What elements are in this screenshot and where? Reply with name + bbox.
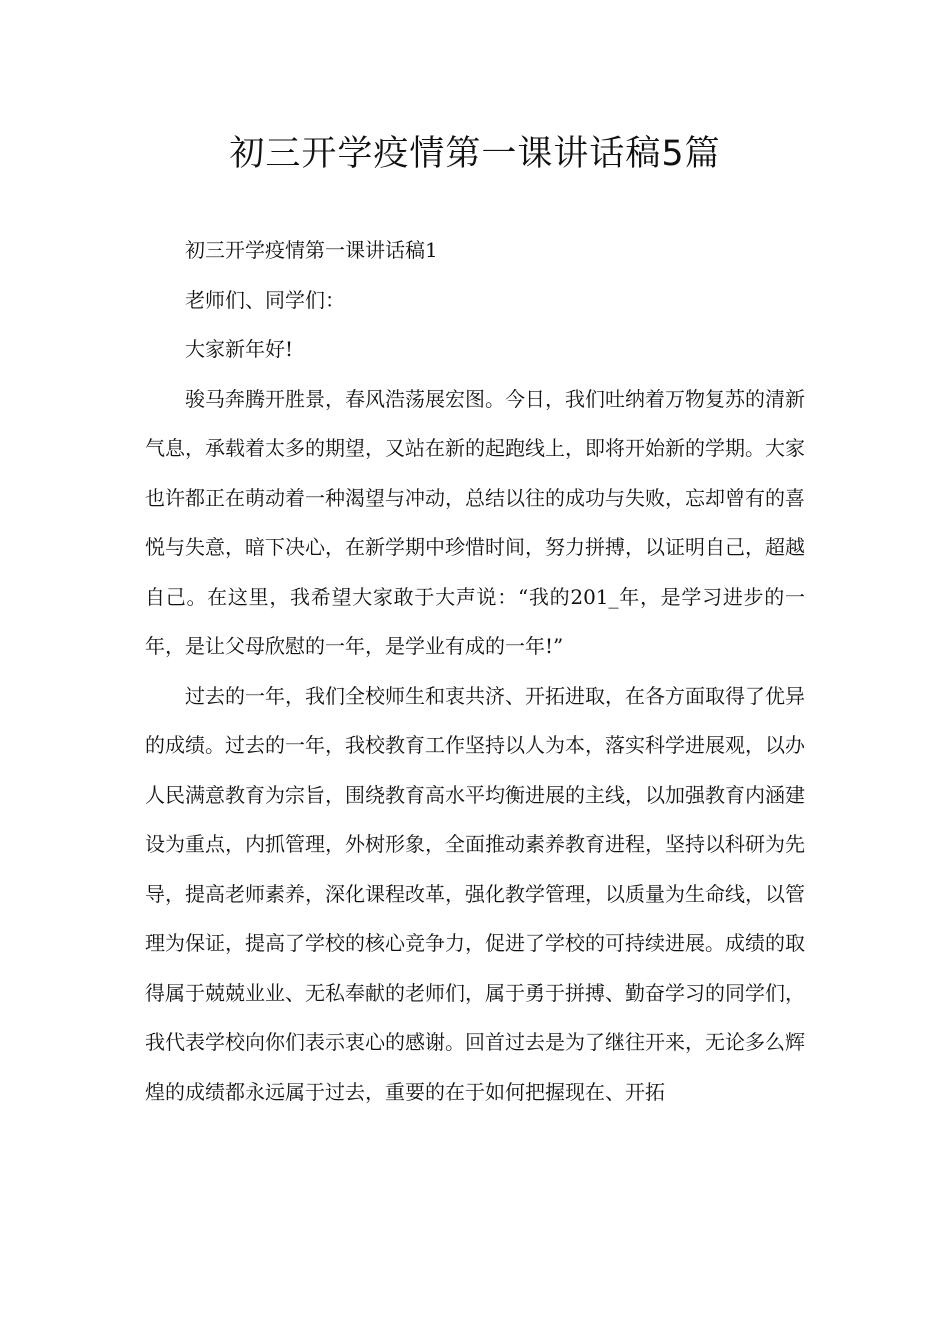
document-body bbox=[145, 226, 805, 1117]
greeting: 大家新年好! bbox=[185, 337, 294, 361]
document-title: 初三开学疫情第一课讲话稿5篇 bbox=[229, 134, 721, 174]
section-heading: 初三开学疫情第一课讲话稿1 bbox=[185, 238, 438, 262]
body-paragraph: 骏马奔腾开胜景，春风浩荡展宏图。今日，我们吐纳着万物复苏的清新气息，承载着太多的期望，又站在新的起跑线上，即将开始新的学期。大家也许都正在萌动着一种渴望与冲动，总结以往的成功与失败，忘却曾有的喜悦与失意，暗下决心，在新学期中珍惜时间，努力拼搏，以证明自己，超越自己。在这里，我希望大家敢于大声说：“我的201_年，是学习进步的一年，是让父母欣慰的一年，是学业有成的一年!” bbox=[145, 386, 805, 658]
salutation: 老师们、同学们： bbox=[185, 287, 345, 312]
body-paragraph: 过去的一年，我们全校师生和衷共济、开拓进取，在各方面取得了优异的成绩。过去的一年，我校教育工作坚持以人为本，落实科学进展观，以办人民满意教育为宗旨，围绕教育高水平均衡进展的主线，以加强教育内涵建设为重点，内抓管理，外树形象，全面推动素养教育进程，坚持以科研为先导，提高老师素养，深化课程改革，强化教学管理，以质量为生命线，以管理为保证，提高了学校的核心竞争力，促进了学校的可持续进展。成绩的取得属于兢兢业业、无私奉献的老师们，属于勇于拼搏、勤奋学习的同学们，我代表学校向你们表示衷心的感谢。回首过去是为了继往开来，无论多么辉煌的成绩都永远属于过去，重要的在于如何把握现在、开拓 bbox=[145, 683, 805, 1104]
